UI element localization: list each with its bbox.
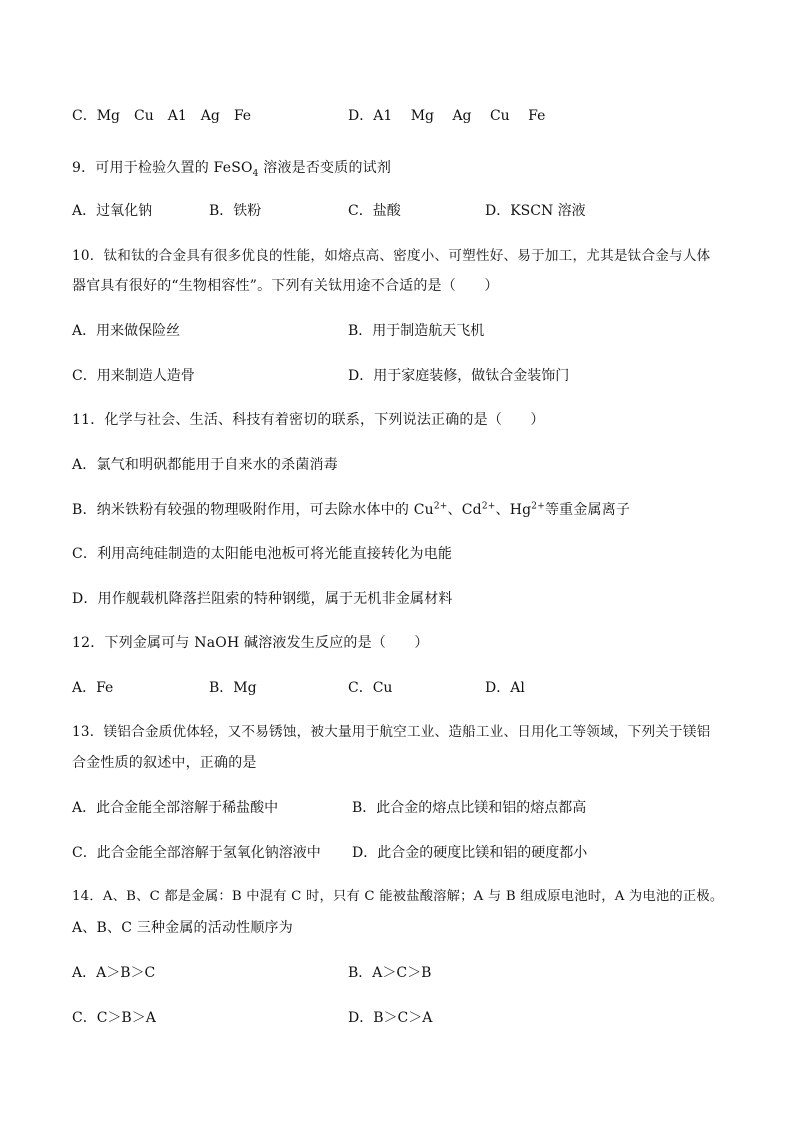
q10-option-c: C．用来制造人造骨 — [72, 368, 195, 384]
q8-option-c: C．Mg Cu A1 Ag Fe — [72, 108, 252, 124]
q13-option-c: C．此合金能全部溶解于氢氧化钠溶液中 — [72, 845, 321, 861]
q10-option-b: B．用于制造航天飞机 — [348, 323, 485, 339]
q9-option-a: A．过氧化钠 — [72, 203, 153, 219]
q10-option-d: D．用于家庭装修，做钛合金装饰门 — [348, 368, 570, 384]
q13-option-a: A．此合金能全部溶解于稀盐酸中 — [72, 800, 279, 816]
q13-option-b: B．此合金的熔点比镁和铝的熔点都高 — [352, 800, 587, 816]
q14-option-a: A．A＞B＞C — [72, 965, 156, 981]
q13-stem-line2: 合金性质的叙述中，正确的是 — [72, 755, 257, 771]
q12-option-d: D．Al — [485, 680, 525, 696]
q10-stem-line2: 器官具有很好的“生物相容性”。下列有关钛用途不合适的是（ ） — [72, 278, 499, 294]
q14-stem-line2: A、B、C 三种金属的活动性顺序为 — [72, 920, 293, 936]
q9-option-d: D．KSCN 溶液 — [485, 203, 586, 219]
q9-option-b: B．铁粉 — [209, 203, 262, 219]
q12-option-a: A．Fe — [72, 680, 114, 696]
q11-stem: 11．化学与社会、生活、科技有着密切的联系，下列说法正确的是（ ） — [72, 412, 545, 428]
q14-option-b: B．A＞C＞B — [348, 965, 432, 981]
q14-stem-line1: 14．A、B、C 都是金属：B 中混有 C 时，只有 C 能被盐酸溶解；A 与 B 组成原电池时，A 为电池的正极。 — [72, 889, 724, 904]
q9-stem: 9．可用于检验久置的 FeSO$_4$ 溶液是否变质的试剂 — [72, 160, 392, 179]
q11-option-b: B．纳米铁粉有较强的物理吸附作用，可去除水体中的 $Cu^{2+}$、$Cd^{2+}$、$Hg^{2+}$等重金属离子 — [72, 501, 631, 518]
q12-option-b: B．Mg — [209, 680, 257, 696]
q9-option-c: C．盐酸 — [348, 203, 401, 219]
q11-option-a: A．氯气和明矾都能用于自来水的杀菌消毒 — [72, 457, 338, 473]
q14-option-c: C．C＞B＞A — [72, 1010, 156, 1026]
q8-option-d: D．A1 Mg Ag Cu Fe — [348, 108, 546, 124]
q13-stem-line1: 13．镁铝合金质优体轻，又不易锈蚀，被大量用于航空工业、造船工业、日用化工等领域，下列关于镁铝 — [72, 724, 711, 740]
q11-option-d: D．用作舰载机降落拦阻索的特种钢缆，属于无机非金属材料 — [72, 591, 453, 607]
q14-option-d: D．B＞C＞A — [348, 1010, 433, 1026]
q11-option-c: C．利用高纯硅制造的太阳能电池板可将光能直接转化为电能 — [72, 546, 453, 562]
q10-option-a: A．用来做保险丝 — [72, 323, 181, 339]
q13-option-d: D．此合金的硬度比镁和铝的硬度都小 — [352, 845, 588, 861]
q10-stem-line1: 10．钛和钛的合金具有很多优良的性能，如熔点高、密度小、可塑性好、易于加工，尤其是钛合金与人体 — [72, 248, 711, 264]
q12-option-c: C．Cu — [348, 680, 393, 696]
q12-stem: 12．下列金属可与 NaOH 碱溶液发生反应的是（ ） — [72, 635, 429, 651]
